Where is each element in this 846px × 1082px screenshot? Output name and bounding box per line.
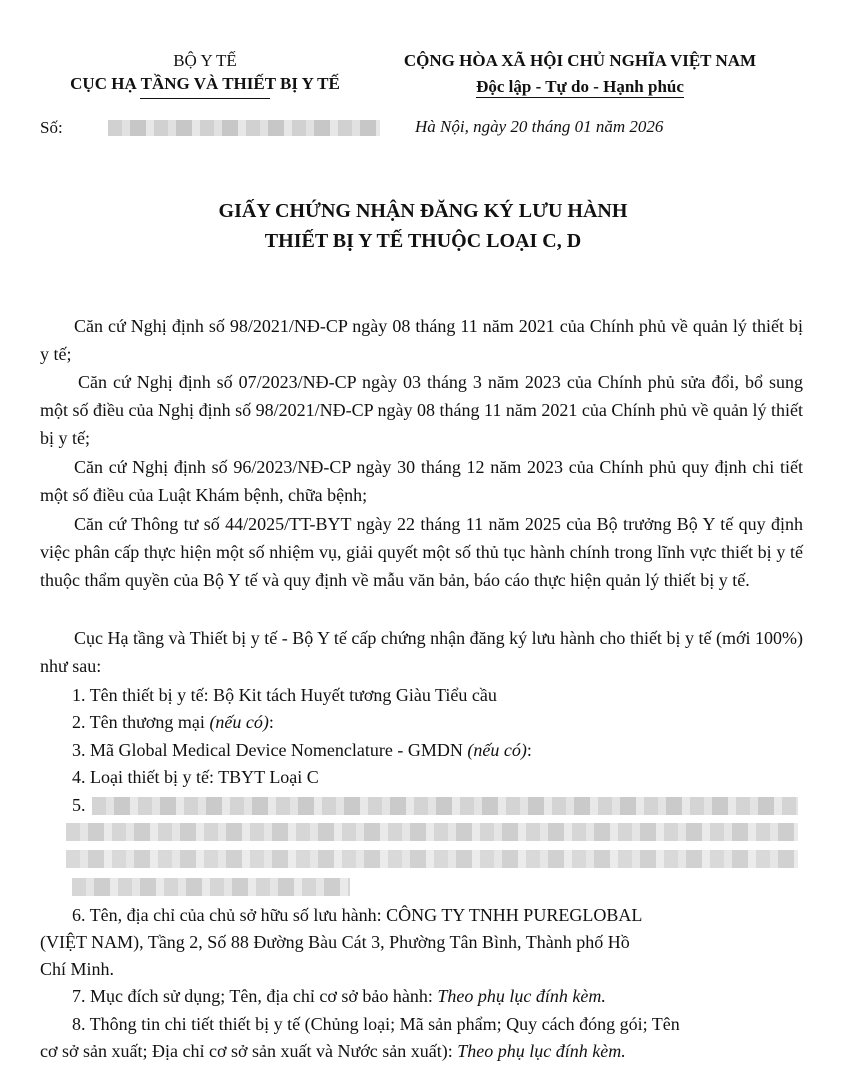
department-underline xyxy=(140,98,270,99)
item-purpose: 7. Mục đích sử dụng; Tên, địa chỉ cơ sở bảo hành: Theo phụ lục đính kèm. xyxy=(72,986,606,1006)
item-owner-line2: (VIỆT NAM), Tầng 2, Số 88 Đường Bàu Cát 3, Phường Tân Bình, Thành phố Hồ xyxy=(40,932,630,952)
document-number-label: Số: xyxy=(40,118,63,137)
legal-basis-1: Căn cứ Nghị định số 98/2021/NĐ-CP ngày 08 tháng 11 năm 2021 của Chính phủ về quản lý thiết bị y tế; xyxy=(40,316,803,364)
item-5-number: 5. xyxy=(72,795,86,815)
document-title-line2: THIẾT BỊ Y TẾ THUỘC LOẠI C, D xyxy=(264,230,582,252)
certification-statement: Cục Hạ tầng và Thiết bị y tế - Bộ Y tế cấp chứng nhận đăng ký lưu hành cho thiết bị y tế (mới 100%) như sau: xyxy=(40,628,803,676)
ministry-name: BỘ Y TẾ xyxy=(173,51,237,70)
item-details-line1: 8. Thông tin chi tiết thiết bị y tế (Chủng loại; Mã sản phẩm; Quy cách đóng gói; Tên xyxy=(72,1014,680,1034)
redacted-document-number xyxy=(108,120,380,136)
item-owner-line3: Chí Minh. xyxy=(40,959,115,979)
issue-date: Hà Nội, ngày 20 tháng 01 năm 2026 xyxy=(415,117,664,136)
item-device-name: 1. Tên thiết bị y tế: Bộ Kit tách Huyết tương Giàu Tiểu cầu xyxy=(72,685,497,705)
country-name: CỘNG HÒA XÃ HỘI CHỦ NGHĨA VIỆT NAM xyxy=(403,51,757,70)
legal-basis-4: Căn cứ Thông tư số 44/2025/TT-BYT ngày 22 tháng 11 năm 2025 của Bộ trưởng Bộ Y tế quy định việc phân cấp thực hiện một số nhiệm vụ, giải quyết một số thủ tục hành chính trong lĩnh vực thiết bị y tế thuộc thẩm quyền của Bộ Y tế và quy định về mẫu văn bản, báo cáo thực hiện quản lý thiết bị y tế. xyxy=(40,514,803,590)
issuer-block xyxy=(40,50,370,99)
item-device-class: 4. Loại thiết bị y tế: TBYT Loại C xyxy=(72,767,319,787)
motto: Độc lập - Tự do - Hạnh phúc xyxy=(476,77,684,96)
item-gmdn: 3. Mã Global Medical Device Nomenclature - GMDN (nếu có): xyxy=(72,740,532,760)
legal-basis-2: Căn cứ Nghị định số 07/2023/NĐ-CP ngày 03 tháng 3 năm 2023 của Chính phủ sửa đổi, bổ sung một số điều của Nghị định số 98/2021/NĐ-CP ngày 08 tháng 11 năm 2021 của Chính phủ về quản lý thiết bị y tế; xyxy=(40,372,803,448)
item-details-line2: cơ sở sản xuất; Địa chỉ cơ sở sản xuất và Nước sản xuất): Theo phụ lục đính kèm. xyxy=(40,1041,626,1061)
department-name: CỤC HẠ TẦNG VÀ THIẾT BỊ Y TẾ xyxy=(70,74,340,93)
document-title-line1: GIẤY CHỨNG NHẬN ĐĂNG KÝ LƯU HÀNH xyxy=(218,200,628,222)
item-owner-line1: 6. Tên, địa chỉ của chủ sở hữu số lưu hành: CÔNG TY TNHH PUREGLOBAL xyxy=(72,905,643,925)
item-trade-name: 2. Tên thương mại (nếu có): xyxy=(72,712,274,732)
national-heading xyxy=(360,48,800,100)
legal-basis-3: Căn cứ Nghị định số 96/2023/NĐ-CP ngày 30 tháng 12 năm 2023 của Chính phủ quy định chi tiết một số điều của Luật Khám bệnh, chữa bệnh; xyxy=(40,457,803,505)
